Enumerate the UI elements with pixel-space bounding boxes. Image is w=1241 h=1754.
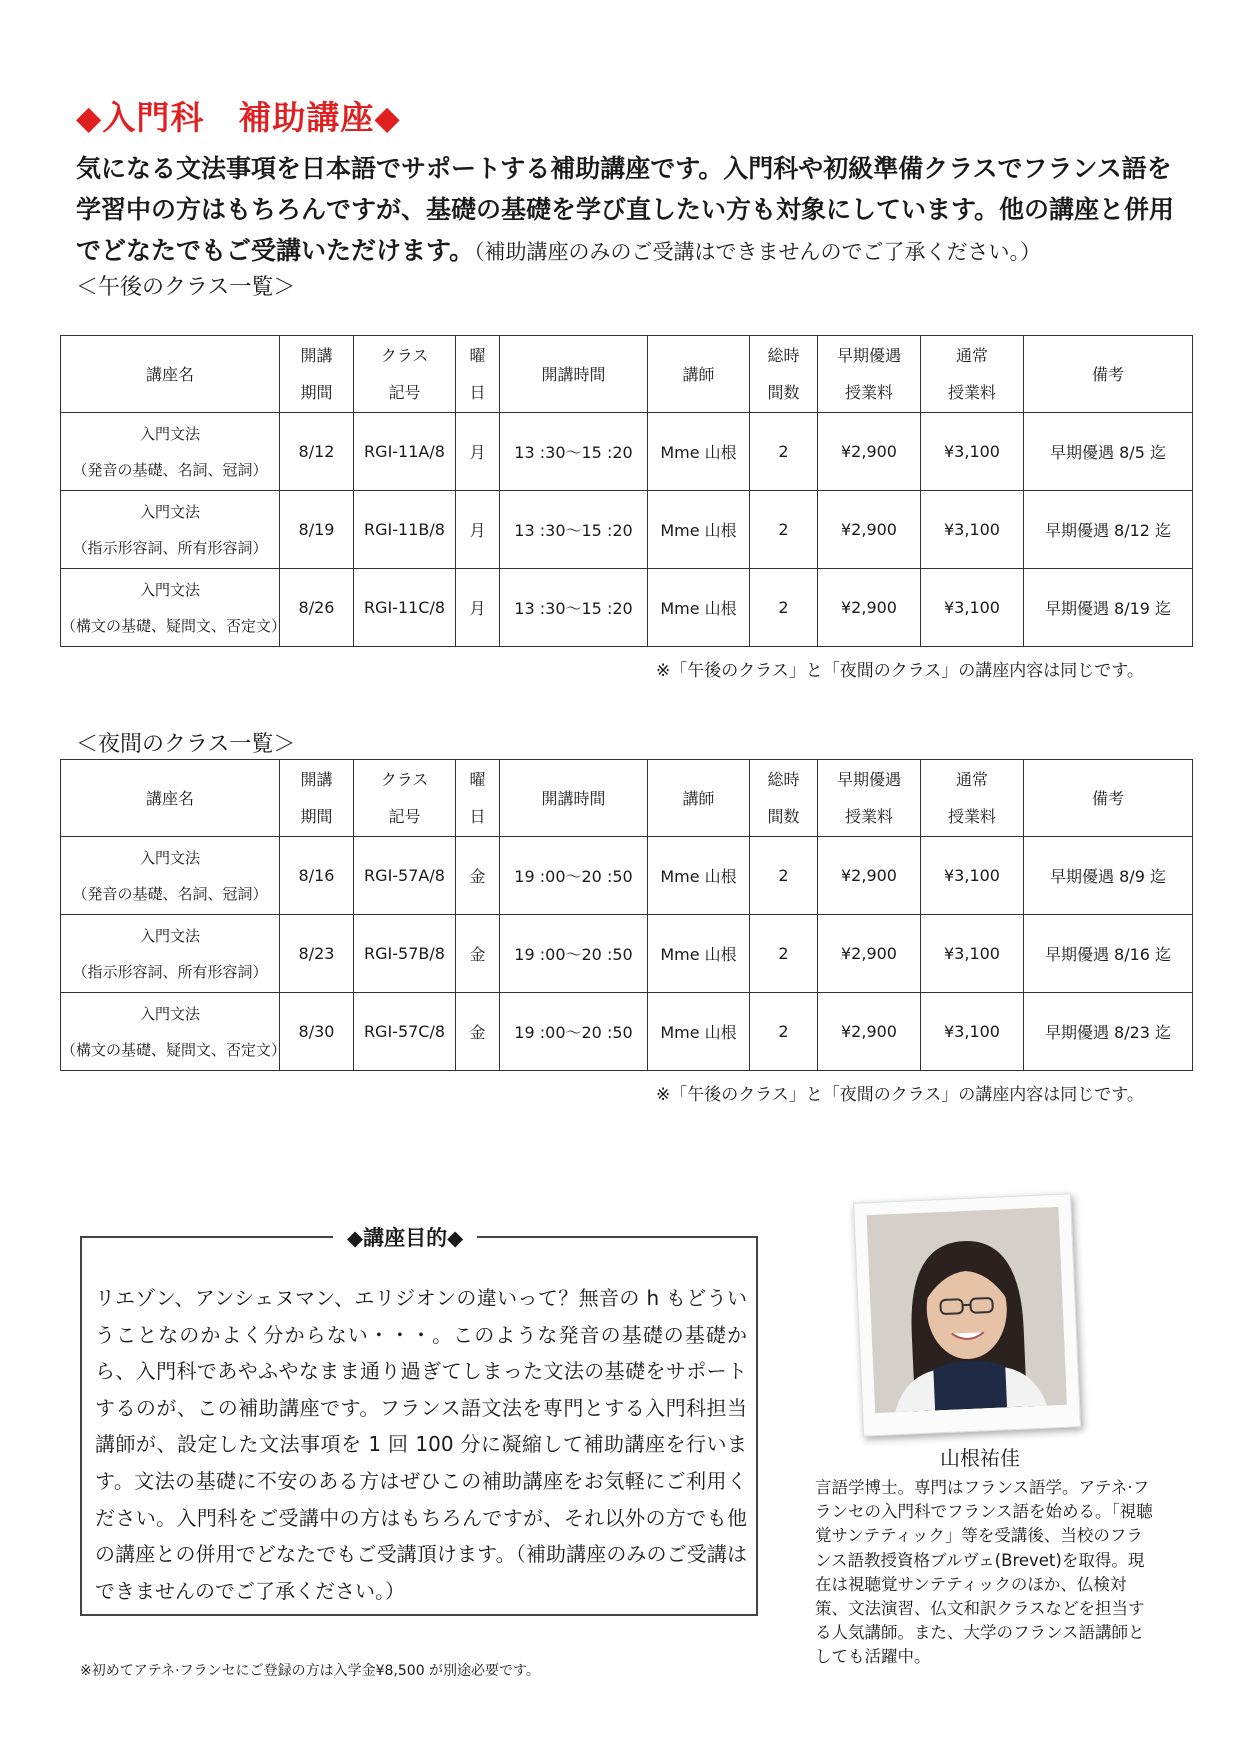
- teacher-cell: Mme 山根: [648, 491, 750, 569]
- early-fee-cell: ¥2,900: [818, 413, 921, 491]
- header-time: 開講時間: [500, 760, 648, 837]
- purpose-title: ◆講座目的◆: [333, 1222, 477, 1252]
- teacher-portrait-icon: [867, 1207, 1067, 1413]
- evening-table-header: [61, 760, 1193, 837]
- normal-fee-cell: ¥3,100: [921, 569, 1024, 647]
- early-fee-cell: ¥2,900: [818, 491, 921, 569]
- normal-fee-cell: ¥3,100: [921, 915, 1024, 993]
- code-cell: RGI-11C/8: [354, 569, 456, 647]
- early-fee-cell: ¥2,900: [818, 993, 921, 1071]
- note-cell: 早期優遇 8/5 迄: [1024, 413, 1193, 491]
- day-cell: 金: [456, 837, 500, 915]
- normal-fee-cell: ¥3,100: [921, 491, 1024, 569]
- header-code: クラス 記号: [354, 760, 456, 837]
- normal-fee-cell: ¥3,100: [921, 993, 1024, 1071]
- table-row: [61, 993, 1193, 1071]
- time-cell: 19 :00～20 :50: [500, 837, 648, 915]
- hours-cell: 2: [750, 915, 818, 993]
- hours-cell: 2: [750, 837, 818, 915]
- code-cell: RGI-57B/8: [354, 915, 456, 993]
- note-cell: 早期優遇 8/19 迄: [1024, 569, 1193, 647]
- code-cell: RGI-57C/8: [354, 993, 456, 1071]
- period-cell: 8/23: [280, 915, 354, 993]
- header-name: 講座名: [61, 760, 280, 837]
- header-day: 曜 日: [456, 760, 500, 837]
- time-cell: 19 :00～20 :50: [500, 915, 648, 993]
- intro-main: 気になる文法事項を日本語でサポートする補助講座です。入門科や初級準備クラスでフランス語を学習中の方はもちろんですが、基礎の基礎を学び直したい方も対象にしています。他の講座と併用でどなたでもご受講いただけます。: [76, 154, 1175, 265]
- hours-cell: 2: [750, 993, 818, 1071]
- note-cell: 早期優遇 8/16 迄: [1024, 915, 1193, 993]
- early-fee-cell: ¥2,900: [818, 837, 921, 915]
- day-cell: 月: [456, 569, 500, 647]
- purpose-text: リエゾン、アンシェヌマン、エリジオンの違いって？無音の h もどういうことなのかよく分からない・・・。このような発音の基礎の基礎から、入門科であやふやなまま通り過ぎてしまった文法の基礎をサポートするのが、この補助講座です。フランス語文法を専門とする入門科担当講師が、設定した文法事項を 1 回 100 分に凝縮して補助講座を行います。文法の基礎に不安のある方はぜひこの補助講座をお気軽にご利用ください。入門科をご受講中の方はもちろんですが、それ以外の方でも他の講座との併用でどなたでもご受講頂けます。（補助講座のみのご受講はできませんのでご了承ください。）: [95, 1286, 747, 1603]
- header-note: 備考: [1024, 760, 1193, 837]
- evening-footnote: ※「午後のクラス」と「夜間のクラス」の講座内容は同じです。: [656, 1085, 1144, 1105]
- bottom-note: ※初めてアテネ·フランセにご登録の方は入学金¥8,500 が別途必要です。: [80, 1663, 540, 1679]
- teacher-photo: [867, 1207, 1067, 1413]
- teacher-name: 山根祐佳: [940, 1446, 1020, 1470]
- time-cell: 13 :30～15 :20: [500, 413, 648, 491]
- hours-cell: 2: [750, 569, 818, 647]
- teacher-cell: Mme 山根: [648, 993, 750, 1071]
- early-fee-cell: ¥2,900: [818, 569, 921, 647]
- evening-table: [60, 759, 1193, 1071]
- time-cell: 13 :30～15 :20: [500, 491, 648, 569]
- time-cell: 13 :30～15 :20: [500, 569, 648, 647]
- course-name-cell: 入門文法 （構文の基礎、疑問文、否定文）: [61, 569, 280, 647]
- code-cell: RGI-11A/8: [354, 413, 456, 491]
- course-name-cell: 入門文法 （指示形容詞、所有形容詞）: [61, 491, 280, 569]
- header-period: 開講 期間: [280, 760, 354, 837]
- course-name-cell: 入門文法 （指示形容詞、所有形容詞）: [61, 915, 280, 993]
- header-code: クラス 記号: [354, 336, 456, 413]
- hours-cell: 2: [750, 491, 818, 569]
- period-cell: 8/12: [280, 413, 354, 491]
- hours-cell: 2: [750, 413, 818, 491]
- teacher-bio: 言語学博士。専門はフランス語学。アテネ·フランセの入門科でフランス語を始める。「視聴覚サンテティック」等を受講後、当校のフランス語教授資格ブルヴェ(Brevet)を取得。現在は視聴覚サンテティックのほか、仏検対策、文法演習、仏文和訳クラスなどを担当する人気講師。また、大学のフランス語講師としても活躍中。: [815, 1478, 1153, 1667]
- header-note: 備考: [1024, 336, 1193, 413]
- intro-text: [76, 148, 1186, 273]
- table-row: [61, 569, 1193, 647]
- time-cell: 19 :00～20 :50: [500, 993, 648, 1071]
- table-row: [61, 413, 1193, 491]
- period-cell: 8/19: [280, 491, 354, 569]
- period-cell: 8/30: [280, 993, 354, 1071]
- header-hours: 総時 間数: [750, 336, 818, 413]
- header-name: 講座名: [61, 336, 280, 413]
- course-name-cell: 入門文法 （発音の基礎、名詞、冠詞）: [61, 413, 280, 491]
- course-name-cell: 入門文法 （構文の基礎、疑問文、否定文）: [61, 993, 280, 1071]
- header-normal-fee: 通常 授業料: [921, 760, 1024, 837]
- early-fee-cell: ¥2,900: [818, 915, 921, 993]
- teacher-photo-frame: [853, 1193, 1081, 1436]
- code-cell: RGI-57A/8: [354, 837, 456, 915]
- afternoon-table-header: [61, 336, 1193, 413]
- header-hours: 総時 間数: [750, 760, 818, 837]
- table-row: [61, 915, 1193, 993]
- intro-small: （補助講座のみのご受講はできませんのでご了承ください。）: [474, 240, 1042, 264]
- page-title: ◆入門科 補助講座◆: [76, 98, 401, 137]
- header-normal-fee: 通常 授業料: [921, 336, 1024, 413]
- day-cell: 月: [456, 413, 500, 491]
- afternoon-heading: ＜午後のクラス一覧＞: [76, 275, 296, 300]
- note-cell: 早期優遇 8/12 迄: [1024, 491, 1193, 569]
- day-cell: 月: [456, 491, 500, 569]
- header-day: 曜 日: [456, 336, 500, 413]
- period-cell: 8/16: [280, 837, 354, 915]
- normal-fee-cell: ¥3,100: [921, 837, 1024, 915]
- note-cell: 早期優遇 8/9 迄: [1024, 837, 1193, 915]
- day-cell: 金: [456, 915, 500, 993]
- period-cell: 8/26: [280, 569, 354, 647]
- afternoon-footnote: ※「午後のクラス」と「夜間のクラス」の講座内容は同じです。: [656, 661, 1144, 681]
- header-early-fee: 早期優遇 授業料: [818, 760, 921, 837]
- course-name-cell: 入門文法 （発音の基礎、名詞、冠詞）: [61, 837, 280, 915]
- header-time: 開講時間: [500, 336, 648, 413]
- teacher-cell: Mme 山根: [648, 413, 750, 491]
- header-teacher: 講師: [648, 336, 750, 413]
- afternoon-table: [60, 335, 1193, 647]
- teacher-cell: Mme 山根: [648, 837, 750, 915]
- table-row: [61, 837, 1193, 915]
- evening-heading: ＜夜間のクラス一覧＞: [76, 732, 296, 757]
- day-cell: 金: [456, 993, 500, 1071]
- header-teacher: 講師: [648, 760, 750, 837]
- code-cell: RGI-11B/8: [354, 491, 456, 569]
- table-row: [61, 491, 1193, 569]
- header-early-fee: 早期優遇 授業料: [818, 336, 921, 413]
- teacher-cell: Mme 山根: [648, 915, 750, 993]
- normal-fee-cell: ¥3,100: [921, 413, 1024, 491]
- header-period: 開講 期間: [280, 336, 354, 413]
- teacher-cell: Mme 山根: [648, 569, 750, 647]
- note-cell: 早期優遇 8/23 迄: [1024, 993, 1193, 1071]
